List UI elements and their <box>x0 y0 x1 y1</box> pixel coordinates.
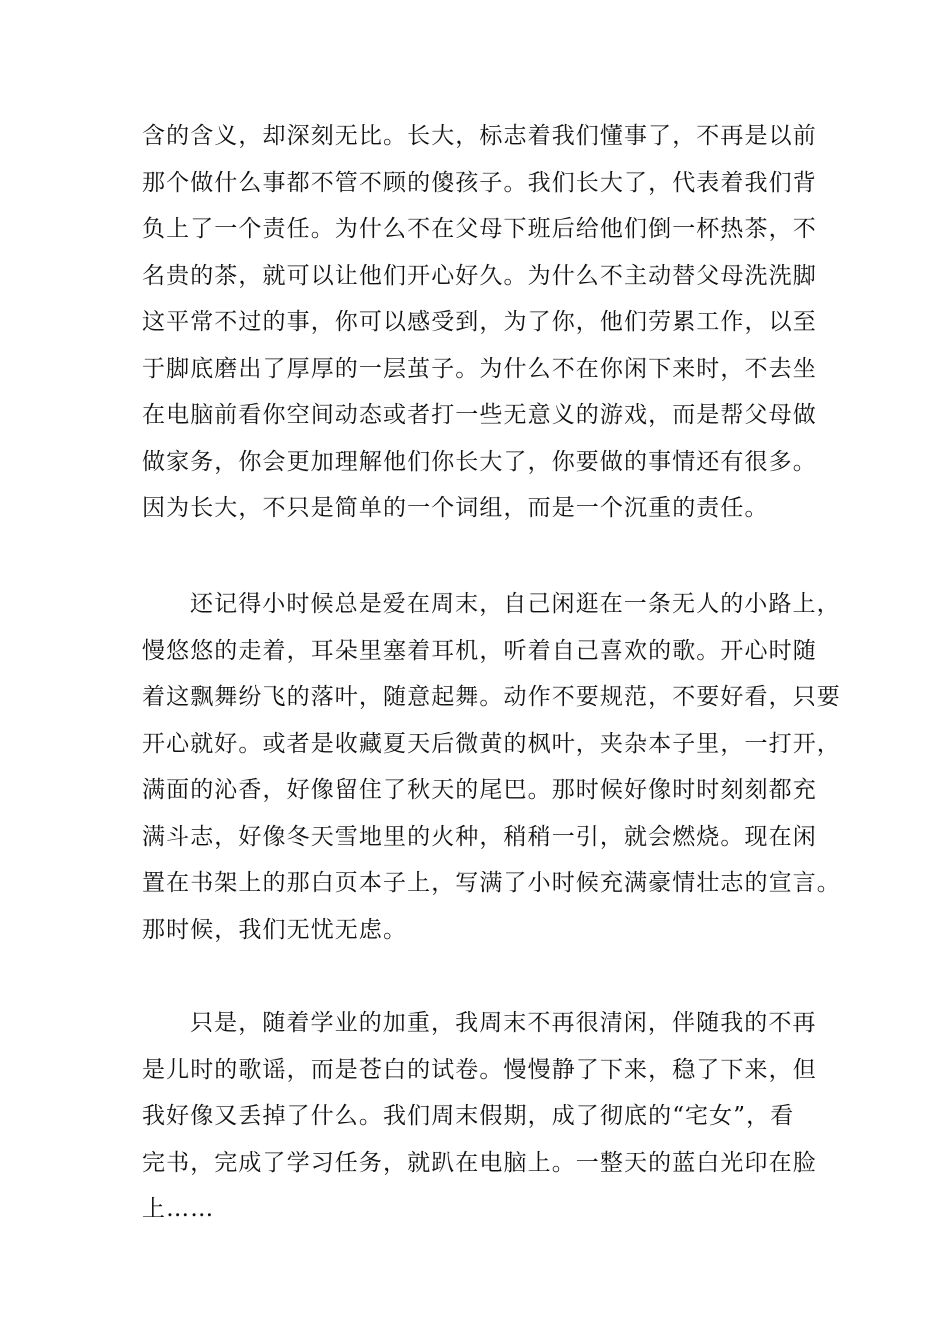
text-line: 还记得小时候总是爱在周末，自己闲逛在一条无人的小路上， <box>190 591 841 617</box>
text-line: 做家务，你会更加理解他们你长大了，你要做的事情还有很多。 <box>142 448 817 475</box>
paragraph-childhood <box>142 581 841 953</box>
text-line: 完书，完成了学习任务，就趴在电脑上。一整天的蓝白光印在脸 <box>142 1149 817 1176</box>
text-line: 上…… <box>142 1196 215 1222</box>
text-line: 是儿时的歌谣，而是苍白的试卷。慢慢静了下来，稳了下来，但 <box>142 1056 817 1083</box>
text-line: 我好像又丢掉了什么。我们周末假期，成了彻底的“宅女”，看 <box>142 1103 795 1129</box>
paragraph-responsibility <box>142 113 817 532</box>
text-line: 开心就好。或者是收藏夏天后微黄的枫叶，夹杂本子里，一打开， <box>142 730 841 757</box>
text-line: 名贵的茶，就可以让他们开心好久。为什么不主动替父母洗洗脚 <box>142 262 817 289</box>
text-line: 那个做什么事都不管不顾的傻孩子。我们长大了，代表着我们背 <box>142 169 817 196</box>
text-line: 这平常不过的事，你可以感受到，为了你，他们劳累工作，以至 <box>142 309 817 335</box>
text-line: 只是，随着学业的加重，我周末不再很清闲，伴随我的不再 <box>190 1010 817 1036</box>
text-line: 负上了一个责任。为什么不在父母下班后给他们倒一杯热茶，不 <box>142 216 817 242</box>
text-line: 满斗志，好像冬天雪地里的火种，稍稍一引，就会燃烧。现在闲 <box>142 823 817 850</box>
text-line: 置在书架上的那白页本子上，写满了小时候充满豪情壮志的宣言。 <box>142 870 841 896</box>
text-line: 因为长大，不只是简单的一个词组，而是一个沉重的责任。 <box>142 495 769 521</box>
text-line: 在电脑前看你空间动态或者打一些无意义的游戏，而是帮父母做 <box>142 402 817 428</box>
text-line: 慢悠悠的走着，耳朵里塞着耳机，听着自己喜欢的歌。开心时随 <box>142 637 817 664</box>
text-line: 含的含义，却深刻无比。长大，标志着我们懂事了，不再是以前 <box>142 123 817 149</box>
text-line: 着这飘舞纷飞的落叶，随意起舞。动作不要规范，不要好看，只要 <box>142 684 841 710</box>
text-line: 那时候，我们无忧无虑。 <box>142 916 408 943</box>
text-line: 于脚底磨出了厚厚的一层茧子。为什么不在你闲下来时，不去坐 <box>142 355 817 382</box>
text-line: 满面的沁香，好像留住了秋天的尾巴。那时候好像时时刻刻都充 <box>142 777 817 803</box>
paragraph-study <box>142 1000 817 1233</box>
